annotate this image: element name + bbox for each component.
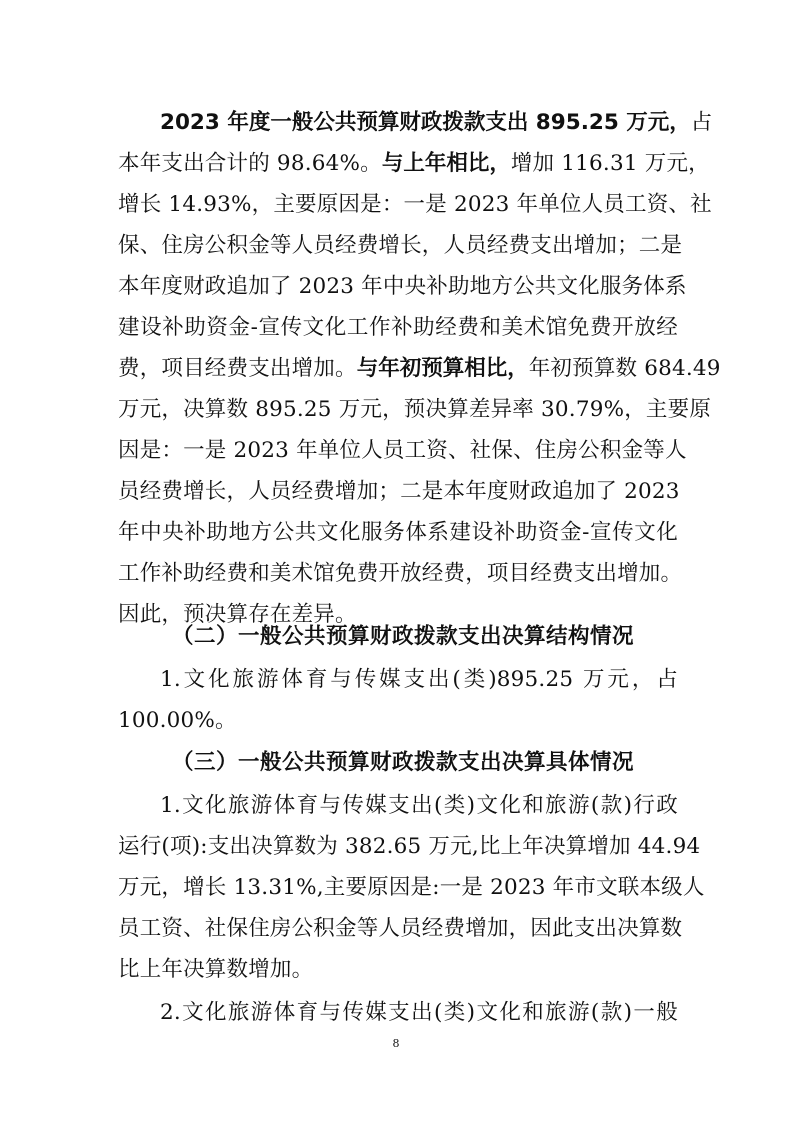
paragraph-1-line-4: 保、住房公积金等人员经费增长，人员经费支出增加；二是: [118, 233, 683, 258]
paragraph-1-line-2: [118, 144, 710, 184]
paragraph-1-line-3: 增长 14.93%，主要原因是：一是 2023 年单位人员工资、社: [118, 192, 712, 217]
paragraph-3-line-1: 1.文化旅游体育与传媒支出(类)文化和旅游(款)行政: [160, 793, 678, 818]
paragraph-3-line-4: 员工资、社保住房公积金等人员经费增加，因此支出决算数: [118, 916, 683, 941]
paragraph-2-line-2: 100.00%。: [118, 708, 237, 733]
section-heading-3: （三）一般公共预算财政拨款支出决算具体情况: [172, 750, 635, 775]
paragraph-1-line-7: [118, 349, 721, 389]
paragraph-1-line-8: 万元，决算数 895.25 万元，预决算差异率 30.79%，主要原: [118, 397, 712, 422]
section-heading-2: （二）一般公共预算财政拨款支出决算结构情况: [172, 624, 635, 649]
text-span: 本年支出合计的 98.64%。: [118, 151, 382, 176]
text-span: 年初预算数 684.49: [528, 356, 721, 381]
paragraph-1-line-11: 年中央补助地方公共文化服务体系建设补助资金-宣传文化: [118, 520, 678, 545]
text-span: 增加 116.31 万元，: [510, 151, 710, 176]
paragraph-3-line-2: 运行(项):支出决算数为 382.65 万元,比上年决算增加 44.94: [118, 834, 701, 859]
paragraph-1-line-12: 工作补助经费和美术馆免费开放经费，项目经费支出增加。: [118, 561, 683, 586]
text-span: 占: [690, 110, 713, 135]
bold-phrase: 与年初预算相比，: [356, 356, 529, 381]
page-number: 8: [392, 1037, 400, 1050]
paragraph-1-line-10: 员经费增长，人员经费增加；二是本年度财政追加了 2023: [118, 479, 680, 504]
paragraph-4-line-1: 2.文化旅游体育与传媒支出(类)文化和旅游(款)一般: [160, 1000, 678, 1025]
text-span: 费，项目经费支出增加。: [118, 356, 357, 381]
bold-phrase: 2023 年度一般公共预算财政拨款支出 895.25 万元，: [160, 110, 691, 135]
bold-phrase: 与上年相比，: [381, 151, 511, 176]
paragraph-1-line-9: 因是：一是 2023 年单位人员工资、社保、住房公积金等人: [118, 438, 687, 463]
paragraph-1-line-5: 本年度财政追加了 2023 年中央补助地方公共文化服务体系: [118, 274, 687, 299]
paragraph-1-line-1: [160, 103, 713, 143]
paragraph-3-line-3: 万元，增长 13.31%,主要原因是:一是 2023 年市文联本级人: [118, 875, 705, 900]
paragraph-2-line-1: 1.文化旅游体育与传媒支出(类)895.25 万元，占: [160, 667, 678, 692]
paragraph-1-line-13: 因此，预决算存在差异。: [118, 602, 357, 627]
paragraph-3-line-5: 比上年决算数增加。: [118, 957, 314, 982]
paragraph-1-line-6: 建设补助资金-宣传文化工作补助经费和美术馆免费开放经: [118, 315, 678, 340]
